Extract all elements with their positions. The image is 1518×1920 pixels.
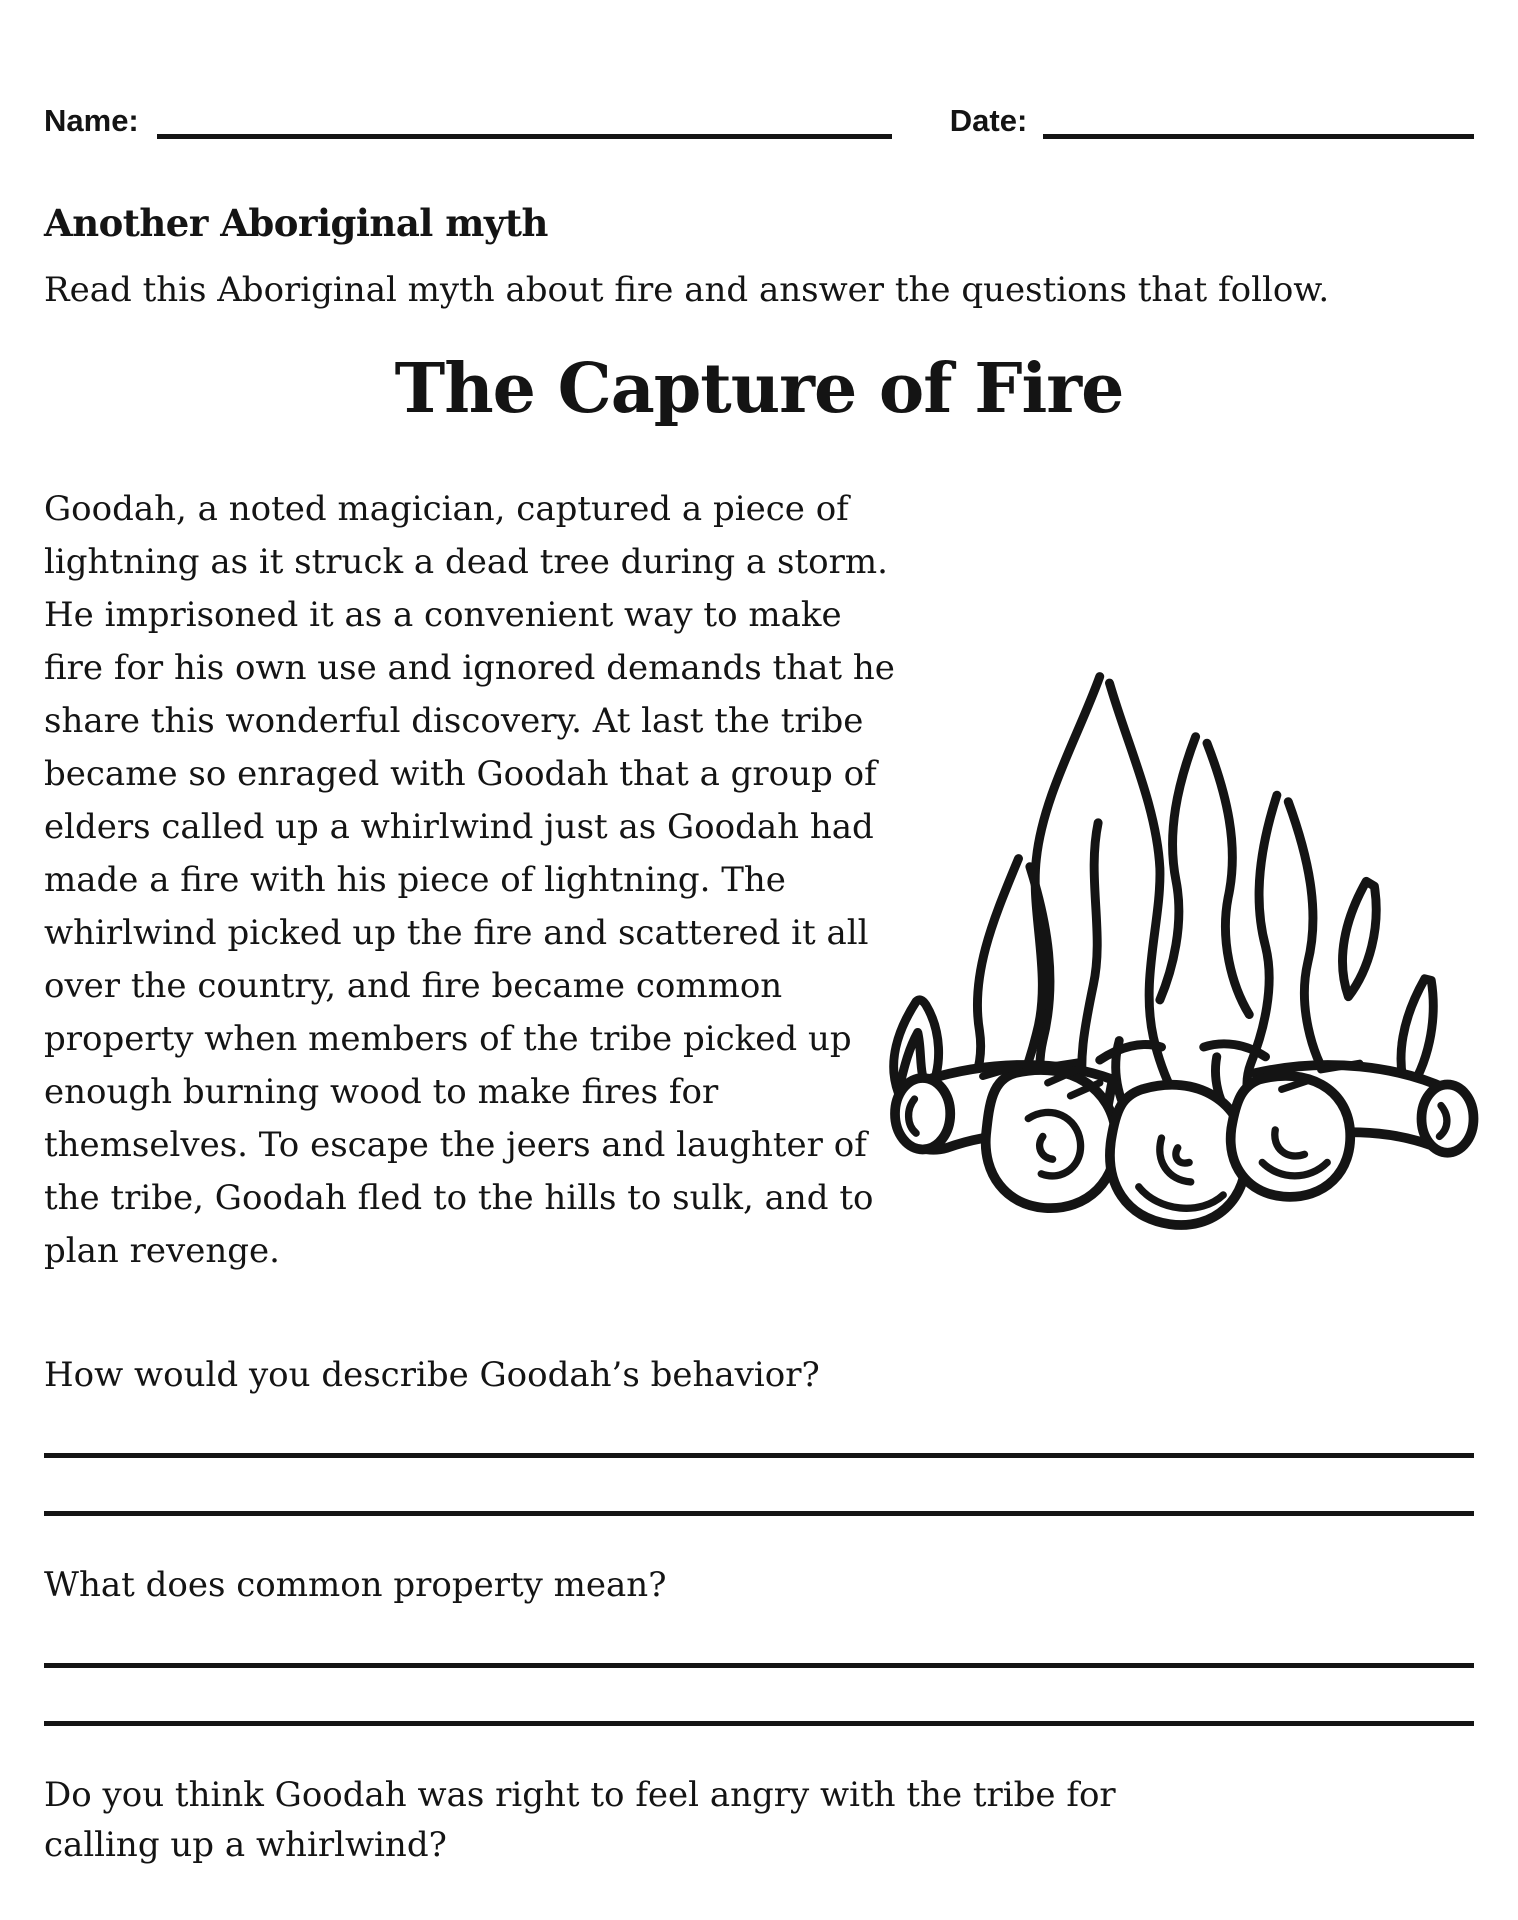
name-write-line bbox=[157, 98, 892, 139]
section-heading: Another Aboriginal myth bbox=[44, 201, 548, 245]
question-text: How would you describe Goodah’s behavior? bbox=[44, 1355, 820, 1395]
instructions-text: Read this Aboriginal myth about fire and answer the questions that follow. bbox=[44, 270, 1330, 310]
date-label: Date: bbox=[949, 103, 1028, 138]
header-row bbox=[44, 98, 1474, 139]
question-block bbox=[44, 1560, 1474, 1726]
question-text: Do you think Goodah was right to feel angry with the tribe for calling up a whirlwind? bbox=[44, 1775, 1116, 1865]
story-text: Goodah, a noted magician, captured a piece of lightning as it struck a dead tree during a storm. He imprisoned it as a convenient way to make fire for his own use and ignored demands that he share this wonderful discovery. At last the tribe became so enraged with Goodah that a group of elders called up a whirlwind just as Goodah had made a fire with his piece of lightning. The whirlwind picked up the fire and scattered it all over the country, and fire became common property when members of the tribe picked up enough burning wood to make fires for themselves. To escape the jeers and laughter of the tribe, Goodah fled to the hills to sulk, and to plan revenge. bbox=[44, 489, 895, 1271]
answer-line bbox=[44, 1610, 1474, 1668]
question-block bbox=[44, 1770, 1474, 1920]
answer-line bbox=[44, 1458, 1474, 1516]
campfire-illustration-icon bbox=[856, 648, 1506, 1230]
question-text: What does common property mean? bbox=[44, 1565, 667, 1605]
answer-line bbox=[44, 1400, 1474, 1458]
date-write-line bbox=[1043, 98, 1474, 139]
answer-line bbox=[44, 1668, 1474, 1726]
answer-line bbox=[44, 1870, 1474, 1920]
page-title: The Capture of Fire bbox=[394, 349, 1124, 429]
questions-section bbox=[44, 1350, 1474, 1920]
question-block bbox=[44, 1350, 1474, 1516]
name-label: Name: bbox=[44, 103, 139, 138]
